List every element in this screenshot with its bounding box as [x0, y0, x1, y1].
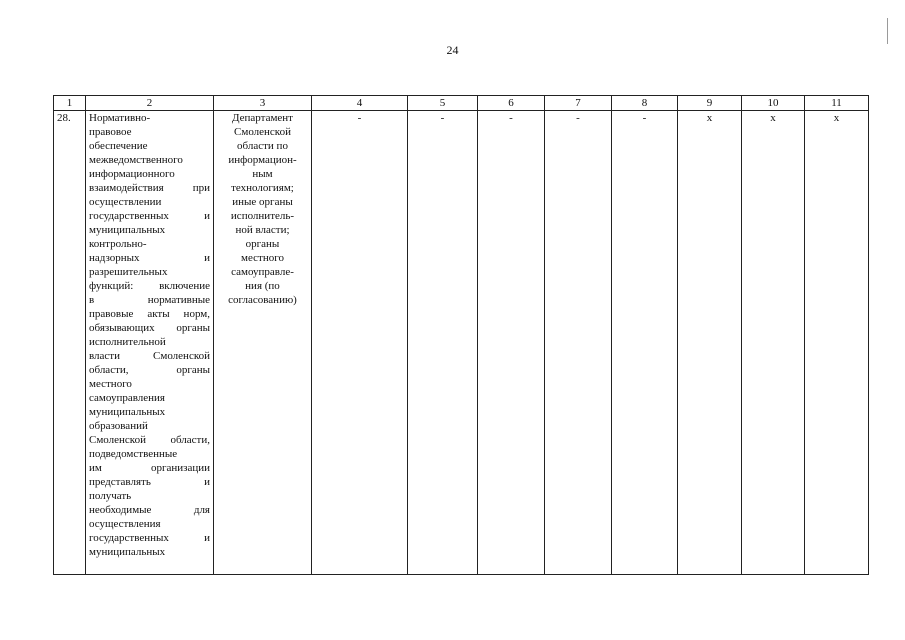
measure-name-line: надзорных и: [89, 252, 210, 264]
measure-name-line: области, органы: [89, 364, 210, 376]
measure-name-line: исполнительной: [89, 336, 166, 348]
cell-col-11: x: [805, 111, 869, 575]
measure-name-line: межведомственного: [89, 154, 183, 166]
plan-table: [53, 95, 869, 575]
header-cell-2: 2: [86, 96, 214, 111]
row-number: 28.: [54, 111, 86, 575]
measure-name-line: правовые акты норм,: [89, 308, 210, 320]
header-cell-6: 6: [478, 96, 545, 111]
responsible-line: ния (по: [245, 280, 280, 292]
header-cell-1: 1: [54, 96, 86, 111]
responsible-line: согласованию): [228, 294, 297, 306]
responsible-text: [217, 111, 308, 307]
measure-name-text: [89, 111, 210, 559]
header-cell-3: 3: [214, 96, 312, 111]
measure-name-line: им организации: [89, 462, 210, 474]
measure-name-line: обеспечение: [89, 140, 148, 152]
measure-name-line: осуществлении: [89, 196, 162, 208]
measure-name-line: контрольно-: [89, 238, 147, 250]
measure-name-line: функций: включение: [89, 280, 210, 292]
measure-name-line: Нормативно-: [89, 112, 151, 124]
header-cell-5: 5: [408, 96, 478, 111]
cell-col-6: -: [478, 111, 545, 575]
scan-edge-mark: [887, 18, 888, 44]
header-cell-4: 4: [312, 96, 408, 111]
header-cell-9: 9: [678, 96, 742, 111]
measure-name-line: Смоленской области,: [89, 434, 210, 446]
responsible-line: технологиям;: [231, 182, 294, 194]
measure-name-line: образований: [89, 420, 148, 432]
measure-name-line: информационного: [89, 168, 175, 180]
cell-col-10: x: [742, 111, 805, 575]
measure-name-line: государственных и: [89, 532, 210, 544]
measure-name-cell: [86, 111, 214, 575]
responsible-line: области по: [237, 140, 288, 152]
table-row: [54, 111, 869, 575]
responsible-line: самоуправле-: [231, 266, 294, 278]
responsible-line: исполнитель-: [230, 210, 295, 222]
header-cell-10: 10: [742, 96, 805, 111]
cell-col-4: -: [312, 111, 408, 575]
page-number: 24: [446, 43, 459, 57]
cell-col-8: -: [612, 111, 678, 575]
measure-name-line: подведомственные: [89, 448, 178, 460]
measure-name-line: самоуправления: [89, 392, 165, 404]
measure-name-line: необходимые для: [89, 504, 210, 516]
cell-col-9: x: [678, 111, 742, 575]
measure-name-line: получать: [89, 490, 132, 502]
responsible-line: ной власти;: [235, 224, 290, 236]
header-cell-8: 8: [612, 96, 678, 111]
responsible-line: информацион-: [228, 154, 297, 166]
measure-name-line: правовое: [89, 126, 132, 138]
header-cell-7: 7: [545, 96, 612, 111]
cell-col-5: -: [408, 111, 478, 575]
measure-name-line: власти Смоленской: [89, 350, 210, 362]
measure-name-line: муниципальных: [89, 224, 166, 236]
table-header-row: [54, 96, 869, 111]
measure-name-line: обязывающих органы: [89, 322, 210, 334]
responsible-line: Департамент: [231, 112, 293, 124]
measure-name-line: разрешительных: [89, 266, 168, 278]
measure-name-line: муниципальных: [89, 546, 166, 558]
responsible-cell: [214, 111, 312, 575]
measure-name-line: взаимодействия при: [89, 182, 210, 194]
measure-name-line: местного: [89, 378, 132, 390]
responsible-line: иные органы: [232, 196, 293, 208]
measure-name-line: осуществления: [89, 518, 161, 530]
responsible-line: органы: [245, 238, 280, 250]
measure-name-line: государственных и: [89, 210, 210, 222]
responsible-line: ным: [252, 168, 273, 180]
measure-name-line: муниципальных: [89, 406, 166, 418]
cell-col-7: -: [545, 111, 612, 575]
responsible-line: местного: [241, 252, 284, 264]
measure-name-line: в нормативные: [89, 294, 210, 306]
header-cell-11: 11: [805, 96, 869, 111]
responsible-line: Смоленской: [234, 126, 291, 138]
measure-name-line: представлять и: [89, 476, 210, 488]
